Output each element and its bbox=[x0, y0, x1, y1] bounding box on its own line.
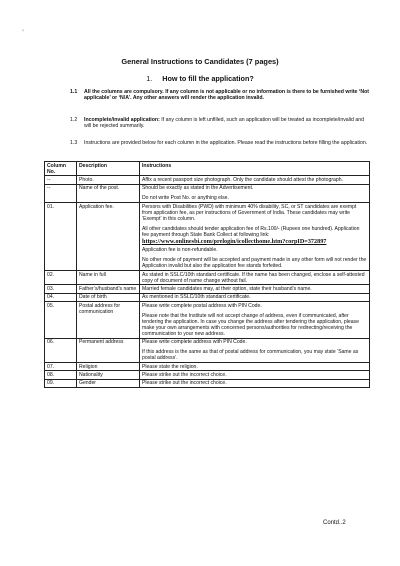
column-no-cell: 04. bbox=[45, 293, 77, 301]
section-title: How to fill the application? bbox=[162, 74, 254, 83]
instructions-cell bbox=[140, 371, 370, 379]
description-cell: Religion bbox=[77, 363, 140, 371]
instruction-text: Do not write Post No. or anything else. bbox=[142, 195, 229, 202]
description-cell: Name in full bbox=[77, 271, 140, 285]
instructions-header: Instructions bbox=[140, 162, 370, 176]
page-title: General Instructions to Candidates (7 pages) bbox=[121, 57, 279, 66]
description-cell: Nationality bbox=[77, 371, 140, 379]
description-cell: Father’s/husband’s name bbox=[77, 285, 140, 293]
instruction-text: Married female candidates may, at their option, state their husband’s name. bbox=[142, 286, 312, 293]
table-row bbox=[45, 363, 370, 371]
para-text: Instructions are provided below for each column in the application. Please read the instructions before filling the application. bbox=[84, 140, 368, 146]
instructions-cell bbox=[140, 184, 370, 202]
instructions-cell bbox=[140, 176, 370, 184]
column-no-cell: 06. bbox=[45, 338, 77, 362]
table-row bbox=[45, 203, 370, 271]
instruction-text: Please note that the Institute will not accept change of address, even if communicated, after tendering the application. In case you change the address after tendering the application, please make your own arrangements with concerned persons/authorities for redirecting/receiving the communication to your new address. bbox=[142, 312, 359, 337]
instruction-text: As stated in SSLC/10th standard certificate. If the name has been changed, enclose a self-attested copy of document of name change without fail. bbox=[142, 271, 365, 284]
column-no-cell: 07. bbox=[45, 363, 77, 371]
scan-mark: › bbox=[22, 28, 24, 34]
instruction-text: Please state the religion. bbox=[142, 363, 198, 370]
table-row bbox=[45, 176, 370, 184]
table-row bbox=[45, 293, 370, 301]
description-cell: Postal address for communication bbox=[77, 302, 140, 339]
instruction-text: Application fee is non-refundable. bbox=[142, 247, 218, 254]
column-no-cell: 03. bbox=[45, 285, 77, 293]
instruction-text: Should be exactly as stated in the Advertisement. bbox=[142, 185, 254, 192]
section-number: 1. bbox=[146, 74, 153, 83]
table-row bbox=[45, 379, 370, 387]
column-no-cell: 01. bbox=[45, 203, 77, 271]
instruction-text: As mentioned in SSLC/10th standard certificate. bbox=[142, 294, 251, 301]
instructions-cell bbox=[140, 338, 370, 362]
instruction-text: Persons with Disabilities (PWD) with minimum 40% disability, SC, or ST candidates are exempt from application fee, as per instructions of Government of India. These candidates may write ‘Exempt’ in this column. bbox=[142, 203, 357, 222]
instructions-cell bbox=[140, 271, 370, 285]
para-text: If any column is left unfilled, such an application will be treated as incomplete/invalid and will be rejected summarily. bbox=[84, 117, 364, 130]
instruction-text: Please write complete address with PIN Code. bbox=[142, 339, 247, 346]
instructions-table bbox=[44, 161, 370, 388]
table-row bbox=[45, 338, 370, 362]
instructions-cell bbox=[140, 379, 370, 387]
continued-note: Contd..2 bbox=[323, 520, 346, 526]
table-row bbox=[45, 302, 370, 339]
column-no-header: Column No. bbox=[45, 162, 77, 176]
instruction-1-2 bbox=[70, 117, 369, 130]
description-cell: Application fee. bbox=[77, 203, 140, 271]
para-text: All the columns are compulsory. If any column is not applicable or no information is there to be furnished write ‘Not applicable’ or ‘N/A’. Any other answers will render the application invalid. bbox=[84, 89, 369, 102]
instructions-cell bbox=[140, 363, 370, 371]
description-cell: Gender bbox=[77, 379, 140, 387]
instruction-1-1 bbox=[70, 89, 369, 102]
column-no-cell: 09. bbox=[45, 379, 77, 387]
table-header-row bbox=[45, 162, 370, 176]
column-no-cell: -- bbox=[45, 184, 77, 202]
section-heading bbox=[0, 74, 400, 83]
table-row bbox=[45, 371, 370, 379]
instruction-text: No other mode of payment will be accepted and payment made in any other form will not render the Application invalid but also the application fee stands forfeited. bbox=[142, 257, 367, 270]
para-number: 1.3 bbox=[70, 140, 78, 146]
description-cell: Name of the post. bbox=[77, 184, 140, 202]
description-cell: Permanent address bbox=[77, 338, 140, 362]
table-body bbox=[45, 176, 370, 388]
para-lead: Incomplete/invalid application: bbox=[84, 117, 160, 123]
instruction-text: Please strike out the incorrect choice. bbox=[142, 372, 227, 378]
table-row bbox=[45, 271, 370, 285]
instruction-text: Please write complete postal address with PIN Code. bbox=[142, 302, 262, 309]
payment-link[interactable]: https://www.onlinesbi.com/prelogin/icollecthome.htm?corpID=372897 bbox=[142, 238, 327, 246]
column-no-cell: 05. bbox=[45, 302, 77, 339]
instructions-cell bbox=[140, 293, 370, 301]
instruction-text: Please strike out the incorrect choice. bbox=[142, 380, 227, 387]
table-row bbox=[45, 184, 370, 202]
column-no-cell: 02. bbox=[45, 271, 77, 285]
instructions-cell bbox=[140, 285, 370, 293]
para-number: 1.2 bbox=[70, 117, 78, 123]
instruction-text: All other candidates should tender application fee of Rs.100/- (Rupees one hundred). Application fee payment through State Bank Collect at following link: bbox=[142, 225, 360, 238]
instruction-1-3 bbox=[70, 140, 369, 146]
instruction-text: If this address is the same as that of postal address for communication, you may state ‘Same as postal address’. bbox=[142, 349, 359, 362]
instructions-cell bbox=[140, 203, 370, 271]
table-row bbox=[45, 285, 370, 293]
instructions-cell bbox=[140, 302, 370, 339]
column-no-cell: -- bbox=[45, 176, 77, 184]
description-cell: Date of birth bbox=[77, 293, 140, 301]
description-cell: Photo. bbox=[77, 176, 140, 184]
para-number: 1.1 bbox=[70, 89, 78, 95]
instruction-text: Affix a recent passport size photograph. Only the candidate should attest the photograph. bbox=[142, 176, 343, 183]
column-no-cell: 08. bbox=[45, 371, 77, 379]
description-header: Description bbox=[77, 162, 140, 176]
